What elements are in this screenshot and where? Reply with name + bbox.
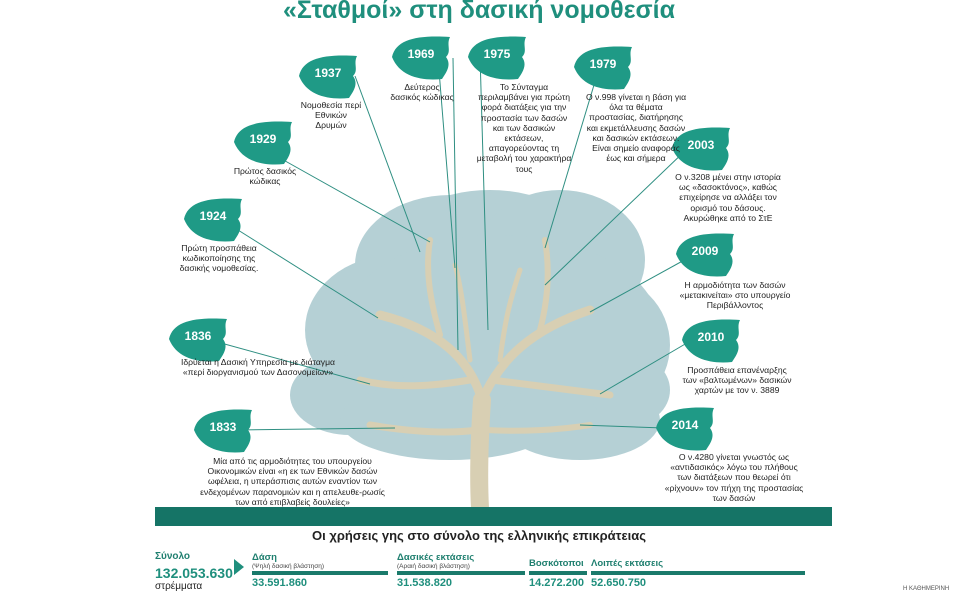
leaf-badge-1937	[295, 52, 361, 100]
leaf-badge-1969	[388, 33, 454, 81]
year-label: 1937	[314, 66, 342, 80]
year-label: 2003	[687, 138, 715, 152]
year-label: 1969	[407, 47, 435, 61]
category-label-forest-land: Δασικές εκτάσεις	[397, 552, 475, 563]
milestone-text-1979: Ο ν.998 γίνεται η βάση για όλα τα θέματα προστασίας, διατήρησης και εκμετάλλευσης δασών και δασικών εκτάσεων. Είναι σημείο αναφοράς έως και σήμερα	[585, 92, 687, 164]
arrow-right-icon	[232, 557, 246, 577]
milestone-text-1929: Πρώτος δασικός κώδικας	[233, 166, 297, 187]
category-label-forests: Δάση	[252, 552, 277, 563]
category-note-forests: (Ψηλή δασική βλάστηση)	[252, 563, 325, 570]
total-label: Σύνολο	[155, 551, 191, 562]
year-label: 1975	[483, 47, 511, 61]
leaf-badge-1836	[165, 315, 231, 363]
milestone-text-1836: Ιδρύεται η Δασική Υπηρεσία με διάταγμα «περί διοργανισμού των Δασονομείων»	[180, 357, 336, 378]
source-credit: Η ΚΑΘΗΜΕΡΙΝΗ	[903, 586, 950, 592]
category-label-pasture: Βοσκότοποι	[529, 558, 584, 569]
milestone-text-1924: Πρώτη προσπάθεια κωδικοποίησης της δασικής νομοθεσίας.	[179, 243, 259, 274]
category-bar-other	[591, 571, 805, 575]
leaf-badge-2014	[652, 404, 718, 452]
leaf-badge-1833	[190, 406, 256, 454]
category-bar-pasture	[529, 571, 587, 575]
year-label: 1979	[589, 57, 617, 71]
category-label-other: Λοιπές εκτάσεις	[591, 558, 664, 569]
year-label: 1836	[184, 329, 212, 343]
leaf-badge-2009	[672, 230, 738, 278]
year-label: 2009	[691, 244, 719, 258]
leaf-badge-1929	[230, 118, 296, 166]
leaf-badge-2010	[678, 316, 744, 364]
milestone-text-2003: Ο ν.3208 μένει στην ιστορία ως «δασοκτόνος», καθώς επιχείρησε να αλλάξει τον ορισμό του δάσους. Ακυρώθηκε από το ΣτΕ	[675, 172, 781, 223]
year-label: 1924	[199, 209, 227, 223]
total-unit: στρέμματα	[155, 581, 203, 592]
milestone-text-1937: Νομοθεσία περί Εθνικών Δρυμών	[300, 100, 362, 131]
land-use-title: Οι χρήσεις γης στο σύνολο της ελληνικής επικράτειας	[312, 528, 646, 543]
ground-strip	[155, 507, 832, 526]
category-value-other: 52.650.750	[591, 577, 647, 589]
category-value-forests: 33.591.860	[252, 577, 308, 589]
milestone-text-2010: Προσπάθεια επανέναρξης των «βαλτωμένων» δασικών χαρτών με τον ν. 3889	[682, 365, 792, 396]
leaf-badge-1979	[570, 43, 636, 91]
category-value-forest-land: 31.538.820	[397, 577, 453, 589]
year-label: 2010	[697, 330, 725, 344]
total-value: 132.053.630	[155, 565, 233, 581]
category-bar-forests	[252, 571, 388, 575]
category-value-pasture: 14.272.200	[529, 577, 585, 589]
category-bar-forest-land	[397, 571, 525, 575]
year-label: 2014	[671, 418, 699, 432]
milestone-text-1975: Το Σύνταγμα περιλαμβάνει για πρώτη φορά διατάξεις για την προστασία των δασών και των δασικών εκτάσεων, απαγορεύοντας τη μεταβολή του χαρακτήρα τους	[476, 82, 572, 174]
milestone-text-1833: Μία από τις αρμοδιότητες του υπουργείου Οικονομικών είναι «η εκ των Εθνικών δασών ωφέλεια, η υπεράσπισις αυτών εναντίον των ενδεχομένων παρανομιών και η απελευθε-ρωσίς των από επιβλαβείς δουλείες»	[200, 456, 385, 507]
leaf-badge-1924	[180, 195, 246, 243]
milestone-text-2014: Ο ν.4280 γίνεται γνωστός ως «αντιδασικός» λόγω του πλήθους των διατάξεων που θεωρεί ότι «ρίχνουν» τον πήχη της προστασίας των δασών	[664, 452, 804, 503]
year-label: 1929	[249, 132, 277, 146]
page-title: «Σταθμοί» στη δασική νομοθεσία	[283, 0, 675, 24]
year-label: 1833	[209, 420, 237, 434]
category-note-forest-land: (Αραιή δασική βλάστηση)	[397, 563, 470, 570]
leaf-badge-1975	[464, 33, 530, 81]
milestone-text-1969: Δεύτερος δασικός κώδικας	[390, 82, 454, 103]
milestone-text-2009: Η αρμοδιότητα των δασών «μετακινείται» στο υπουργείο Περιβάλλοντος	[679, 280, 791, 311]
